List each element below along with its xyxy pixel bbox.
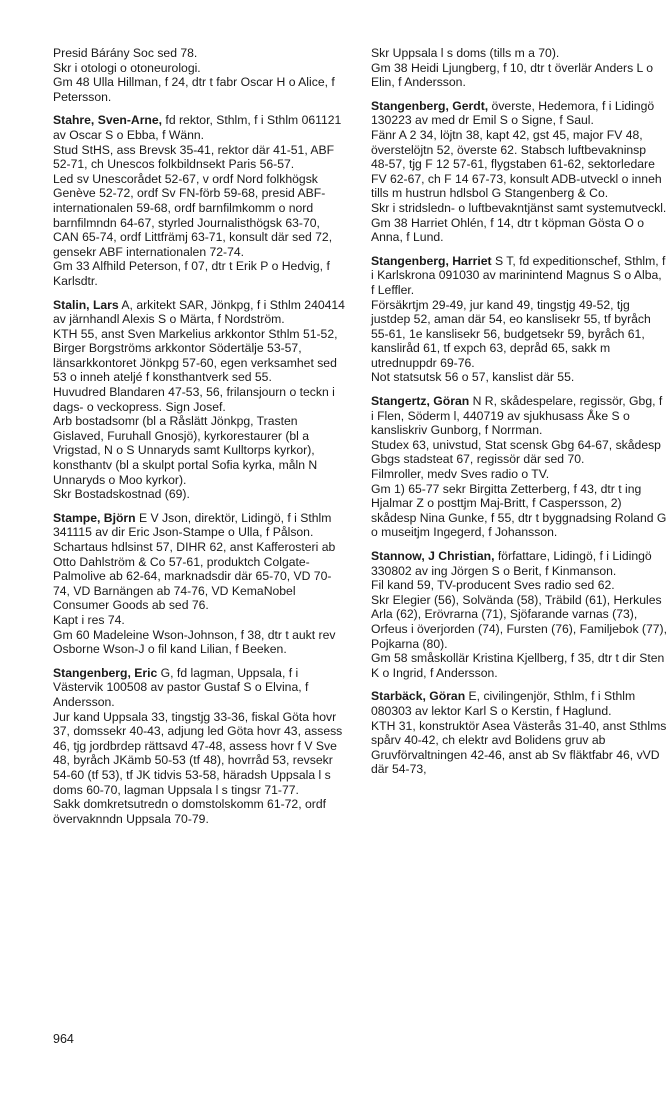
entry-paragraph: Gm 38 Harriet Ohlén, f 14, dtr t köpman Gösta O o Anna, f Lund.: [371, 215, 644, 245]
entry-name: Stangenberg, Eric: [53, 665, 158, 680]
biography-entry: [371, 549, 667, 680]
biography-entry: [53, 46, 345, 104]
entry-paragraph: KTH 31, konstruktör Asea Västerås 31-40, anst Sthlms spårv 40-42, ch elektr avd Bolidens gruv ab Gruvförvaltningen 42-46, anst ab Sv fläktfabr 46, vVD där 54-73,: [371, 718, 667, 777]
entry-intro: G, fd lagman, Uppsala, f i Västervik 100508 av pastor Gustaf S o Elvina, f Andersson.: [53, 665, 309, 709]
entry-paragraph: Gm 38 Heidi Ljungberg, f 10, dtr t överlär Anders L o Elin, f Andersson.: [371, 60, 654, 90]
entry-paragraph: Skr Bostadskostnad (69).: [53, 487, 190, 502]
entry-header: [53, 511, 345, 540]
entry-paragraph: Gm 33 Alfhild Peterson, f 07, dtr t Erik P o Hedvig, f Karlsdtr.: [53, 259, 330, 288]
entry-intro: S T, fd expeditionschef, Sthlm, f i Karlskrona 091030 av marinintend Magnus S o Alba, f Leffler.: [371, 253, 666, 297]
biography-entry: [371, 99, 667, 245]
biography-entry: [53, 298, 345, 502]
entry-paragraph: Huvudred Blandaren 47-53, 56, frilansjourn o teckn i dags- o veckopress. Sign Josef.: [53, 385, 335, 414]
entry-intro: E, civilingenjör, Sthlm, f i Sthlm 080303 av lektor Karl S o Kerstin, f Haglund.: [371, 689, 636, 718]
entry-intro: N R, skådespelare, regissör, Gbg, f i Flen, Söderm l, 440719 av sjukhusass Åke S o kansliskriv Gunborg, f Norrman.: [371, 394, 663, 438]
entry-intro: överste, Hedemora, f i Lidingö 130223 av med dr Emil S o Signe, f Saul.: [371, 98, 655, 128]
entry-header: [53, 666, 345, 710]
entry-paragraph: Gm 48 Ulla Hillman, f 24, dtr t fabr Oscar H o Alice, f Petersson.: [53, 75, 335, 104]
entry-intro: fd rektor, Sthlm, f i Sthlm 061121 av Oscar S o Ebba, f Wänn.: [53, 113, 342, 142]
entry-header: [53, 113, 345, 142]
entry-paragraph: Arb bostadsomr (bl a Råslätt Jönkpg, Trasten Gislaved, Furuhall Gnosjö), kyrkorestaurer (bl a Vrigstad, N o S Unnaryds samt Kulltorps kyrkor), konsthantv (bl a skulpt portal Sofia kyrka, måln N Unnaryds o Moo kyrkor).: [53, 414, 318, 487]
entry-paragraph: Fänr A 2 34, löjtn 38, kapt 42, gst 45, major FV 48, överstelöjtn 52, överste 62. Stabsch luftbevakninsp 48-57, tjg F 12 57-61, flygstaben 61-62, sektorledare FV 62-67, ch F 14 67-73, konsult ADB-utveckl o inneh tills m hustrun hdlsbol G Stangenberg & Co.: [371, 127, 662, 201]
entry-name: Stangenberg, Harriet: [371, 253, 492, 268]
entry-paragraph: Not statsutsk 56 o 57, kanslist där 55.: [371, 370, 575, 385]
biography-entry: [53, 666, 345, 827]
entry-paragraph: Schartaus hdlsinst 57, DIHR 62, anst Kafferosteri ab Otto Dahlström & Co 57-61, produktch Colgate-Palmolive ab 62-64, marknadsdir där 65-70, VD 70-74, VD Barnängen ab 74-76, VD KemaNobel Consumer Goods ab sed 76.: [53, 540, 336, 613]
biography-entry: [53, 113, 345, 288]
entry-header: [371, 689, 667, 718]
entry-paragraph: Fil kand 59, TV-producent Sves radio sed 62.: [371, 578, 615, 593]
biography-entry: [371, 46, 667, 90]
entry-paragraph: Filmroller, medv Sves radio o TV.: [371, 467, 550, 482]
entry-name: Stannow, J Christian,: [371, 549, 495, 563]
entry-intro: A, arkitekt SAR, Jönkpg, f i Sthlm 240414 av järnhandl Alexis S o Märta, f Nordström.: [53, 297, 345, 327]
entry-header: [371, 254, 667, 298]
entry-paragraph: Gm 58 småskollär Kristina Kjellberg, f 35, dtr t dir Sten K o Ingrid, f Andersson.: [371, 651, 665, 680]
entry-name: Starbäck, Göran: [371, 689, 466, 704]
biography-entry: [371, 254, 667, 385]
entry-paragraph: Gm 1) 65-77 sekr Birgitta Zetterberg, f 43, dtr t ing Hjalmar Z o posttjm Maj-Britt, f Caspersson, 2) skådesp Nina Gunke, f 55, dtr t byggnadsing Roland G o museitjm Ingegerd, f Johansson.: [371, 481, 667, 540]
entry-paragraph: Sakk domkretsutredn o domstolskomm 61-72, ordf övervaknndn Uppsala 70-79.: [53, 797, 326, 826]
entry-paragraph: Skr Uppsala l s doms (tills m a 70).: [371, 46, 560, 60]
entry-header: [371, 549, 667, 578]
page-number: 964: [53, 1032, 74, 1046]
entry-paragraph: Försäkrtjm 29-49, jur kand 49, tingstjg 49-52, tjg justdep 52, aman där 54, eo kanslisekr 55, tf byråch 55-61, 1e kanslisekr 56, budgetsekr 59, byråch 61, kansliråd 61, tf expch 63, depråd 65, sakk m utrednuppdr 69-76.: [371, 297, 651, 370]
biography-entry: [53, 511, 345, 657]
entry-intro: författare, Lidingö, f i Lidingö 330802 av ing Jörgen S o Berit, f Kinmanson.: [371, 549, 652, 578]
entry-header: [53, 298, 345, 327]
right-column: [371, 46, 667, 786]
entry-paragraph: Stud StHS, ass Brevsk 35-41, rektor där 41-51, ABF 52-71, ch Unescos folkbildnsekt Paris 56-57.: [53, 142, 335, 172]
entry-paragraph: KTH 55, anst Sven Markelius arkkontor Sthlm 51-52, Birger Borgströms arkkontor Södertälje 53-57, länsarkkontoret Jönkpg 57-60, egen verksamhet sed 53 o inneh ateljé f konsthantverk sed 55.: [53, 326, 338, 385]
entry-paragraph: Gm 60 Madeleine Wson-Johnson, f 38, dtr t aukt rev Osborne Wson-J o fil kand Lilian, f Beeken.: [53, 627, 336, 657]
entry-name: Stampe, Björn: [53, 510, 136, 525]
entry-paragraph: Led sv Unescorådet 52-67, v ordf Nord folkhögsk Genève 52-72, ordf Sv FN-förb 59-68, presid ABF-internationalen 59-68, ordf barnfilmkomm o nord barnfilmndn 64-67, styrled Journalisthögsk 63-70, CAN 65-74, ordf Littfrämj 63-71, konsult där sed 72, gensekr ABF internationalen 72-74.: [53, 171, 333, 259]
entry-paragraph: Skr i otologi o otoneurologi.: [53, 60, 201, 75]
entry-header: [371, 394, 667, 438]
entry-name: Stalin, Lars: [53, 297, 119, 312]
entry-name: Stangenberg, Gerdt,: [371, 98, 489, 113]
entry-paragraph: Presid Bárány Soc sed 78.: [53, 46, 198, 60]
entry-paragraph: Jur kand Uppsala 33, tingstjg 33-36, fiskal Göta hovr 37, domssekr 40-43, adjung led Göta hovr 43, assess 46, tjg jordbrdep rättsavd 47-48, assess hovr f V Sve 48, byråch JKämb 50-53 (tf 48), hovrråd 53, revsekr 54-60 (tf 53), tf JK tidvis 53-58, häradsh Uppsala l s doms 60-70, lagman Uppsala l s tingsr 71-77.: [53, 709, 343, 797]
entry-name: Stangertz, Göran: [371, 394, 470, 409]
biography-entry: [371, 394, 667, 540]
entry-paragraph: Studex 63, univstud, Stat scensk Gbg 64-67, skådesp Gbgs stadsteat 67, regissör där sed 70.: [371, 437, 661, 467]
entry-name: Stahre, Sven-Arne,: [53, 113, 163, 128]
biography-entry: [371, 689, 667, 777]
left-column: [53, 46, 345, 835]
entry-paragraph: Kapt i res 74.: [53, 612, 125, 627]
entry-paragraph: Skr Elegier (56), Solvända (58), Träbild (61), Herkules Arla (62), Erövrarna (71), Sjöfarande varnas (73), Orfeus i överjorden (74), Fursten (76), Familjebok (77), Pojkarna (80).: [371, 592, 667, 651]
entry-paragraph: Skr i stridsledn- o luftbevakntjänst samt systemutveckl.: [371, 200, 667, 215]
entry-header: [371, 99, 667, 128]
entry-intro: E V Json, direktör, Lidingö, f i Sthlm 341115 av dir Eric Json-Stampe o Ulla, f Pålson.: [53, 510, 332, 540]
